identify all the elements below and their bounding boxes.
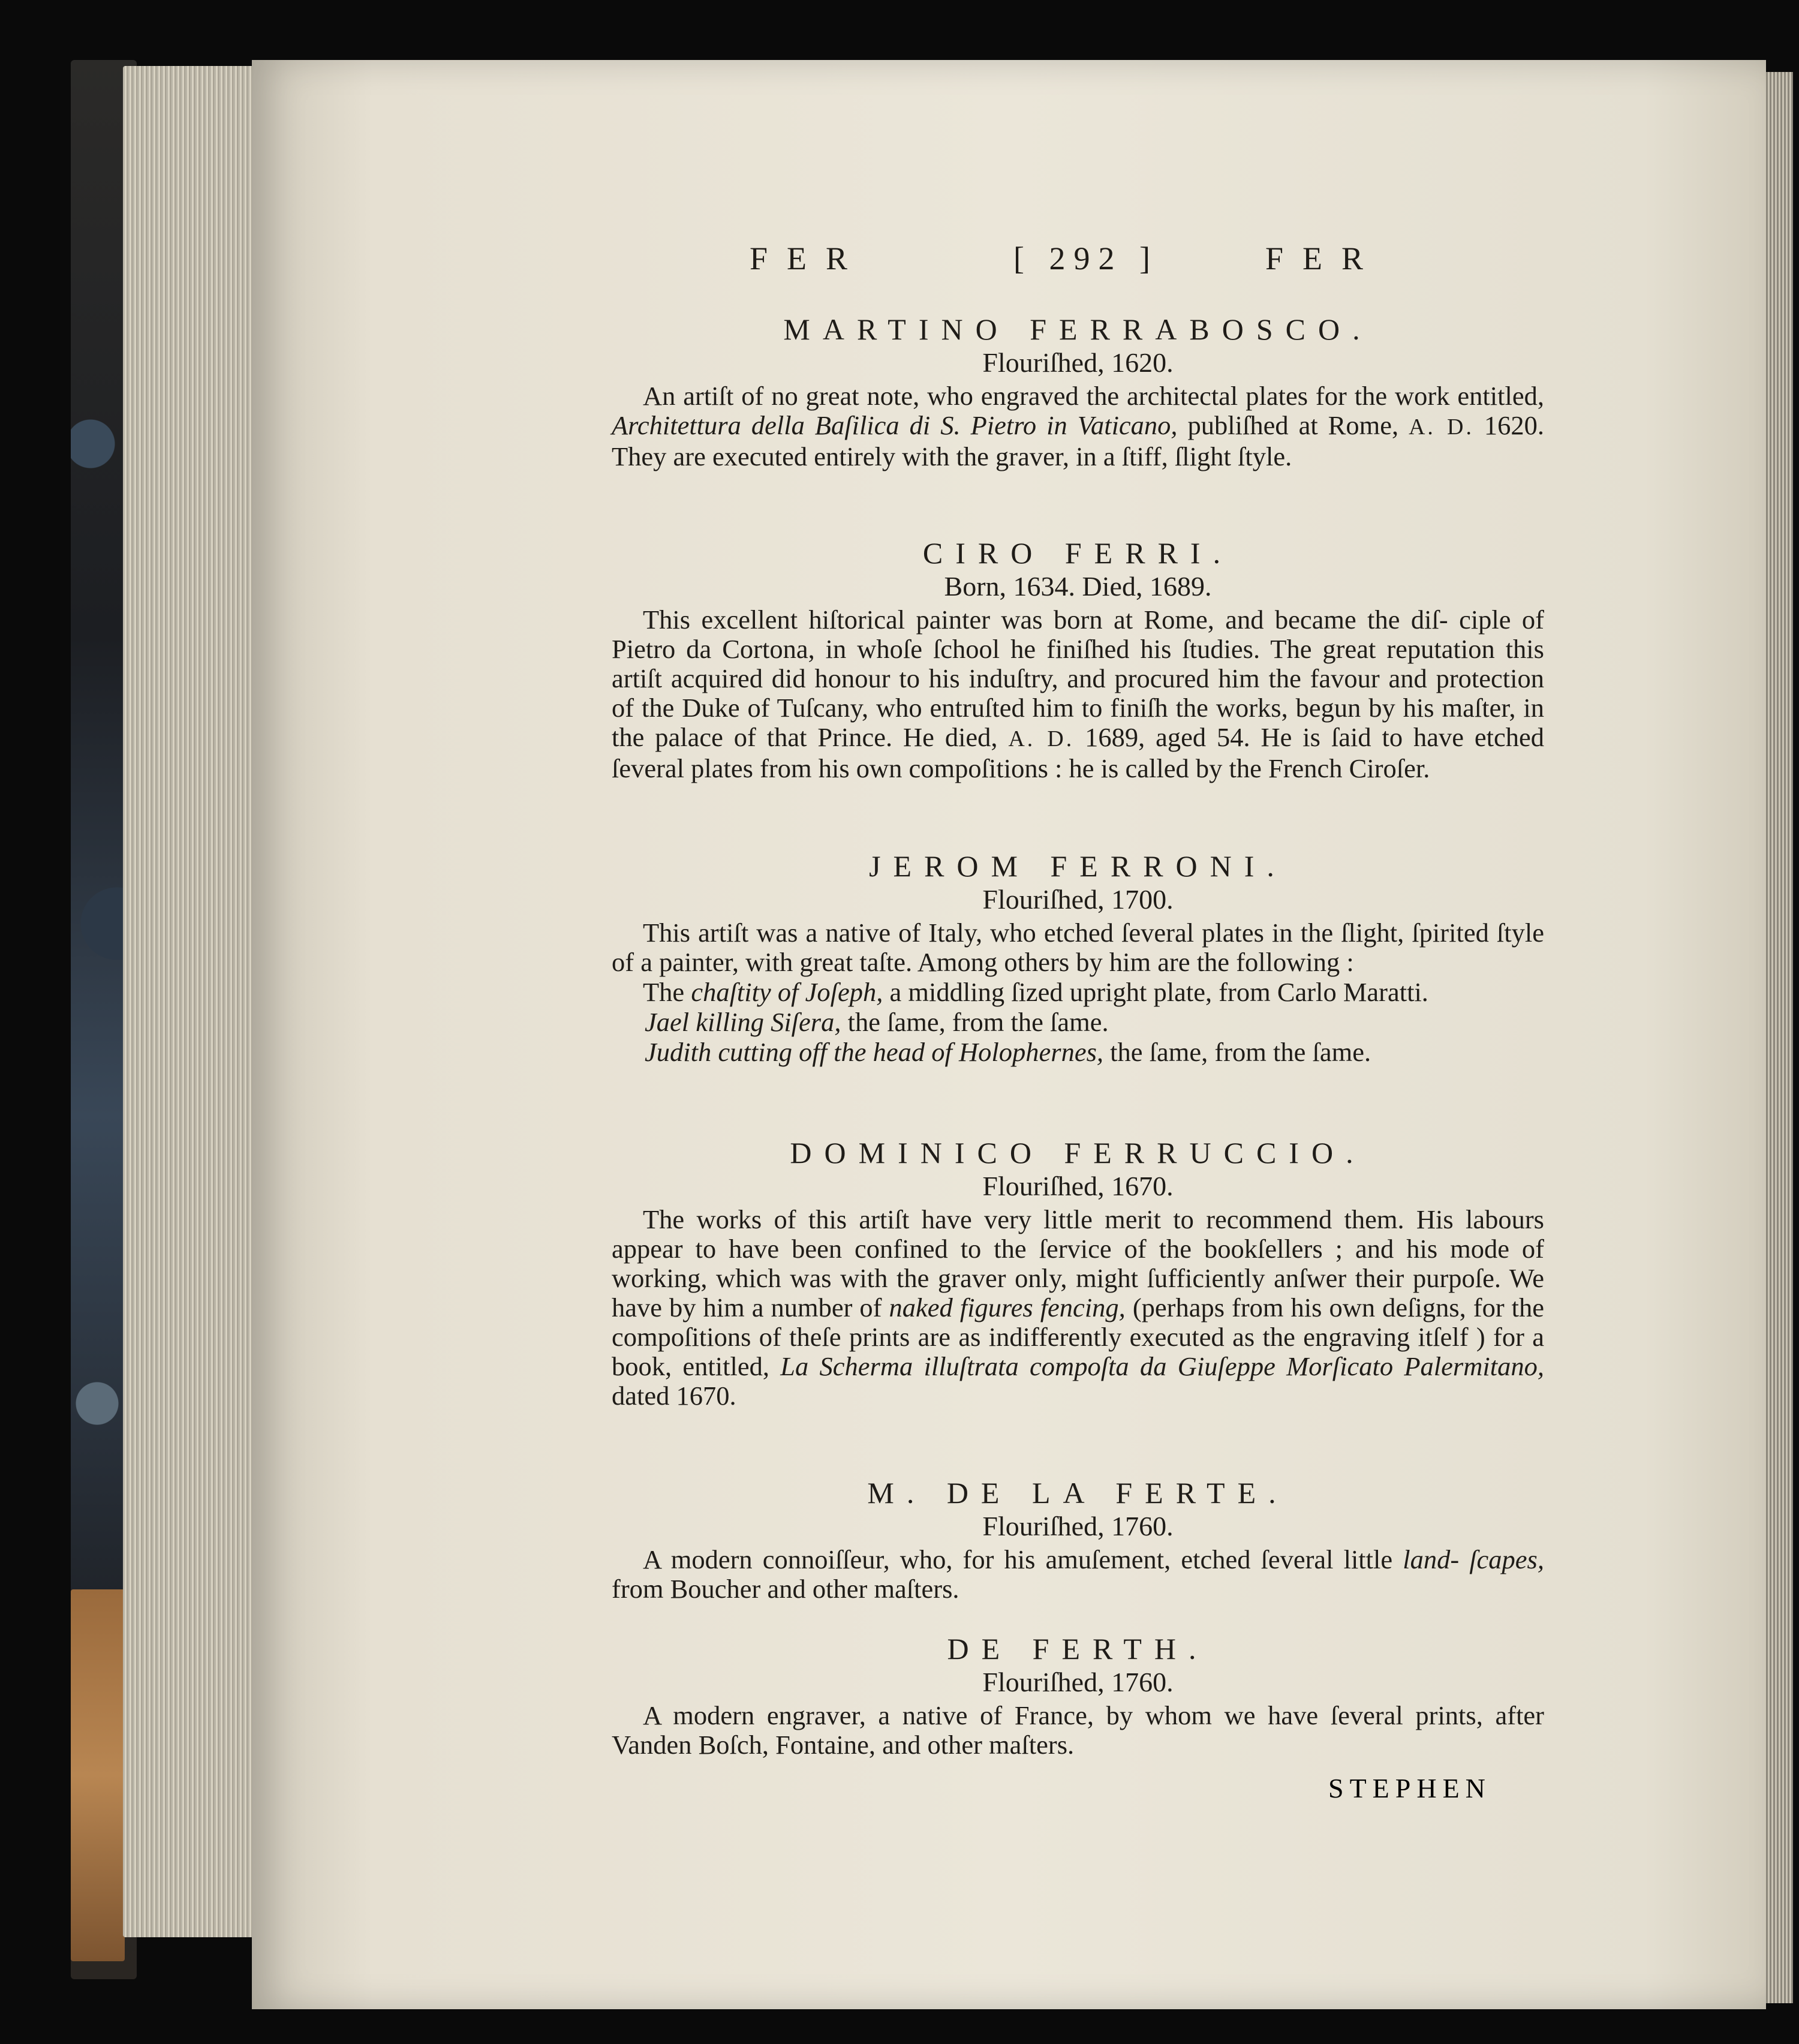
- running-head-right: FER: [1265, 241, 1383, 276]
- entry-name: JEROM FERRONI.: [869, 849, 1287, 883]
- page-edges-left: [123, 66, 261, 1937]
- book-cover-leather-corner: [71, 1589, 125, 1961]
- entry-la-ferte: [612, 1475, 1544, 1604]
- entry-body: A modern connoiſſeur, who, for his amuſement, etched ſeveral little land- ſcapes, from Boucher and other maſters.: [612, 1544, 1544, 1604]
- entry-body: An artiſt of no great note, who engraved the architectal plates for the work entitled, Architettura della Baſilica di S. Pietro in Vaticano, publiſhed at Rome, A. D. 1620. They are executed entirely with the graver, in a ſtiff, ſlight ſtyle.: [612, 381, 1544, 471]
- page-edges-right: [1766, 72, 1793, 2003]
- entry-dates: Born, 1634. Died, 1689.: [944, 571, 1212, 602]
- entry-ferth: [612, 1631, 1544, 1760]
- running-head: [750, 240, 1415, 282]
- page-number: [ 292 ]: [1013, 241, 1159, 276]
- entry-dates: Flouriſhed, 1620.: [982, 347, 1174, 378]
- work-item: Jael killing Siſera, the ſame, from the ſame.: [645, 1007, 1109, 1037]
- entry-body: This artiſt was a native of Italy, who etched ſeveral plates in the ſlight, ſpirited ſtyle of a painter, with great taſte. Among others by him are the following :: [612, 918, 1544, 977]
- entry-name: CIRO FERRI.: [922, 536, 1234, 570]
- entry-name: DE FERTH.: [947, 1632, 1209, 1666]
- entry-dates: Flouriſhed, 1760.: [982, 1511, 1174, 1541]
- entry-name: M. DE LA FERTE.: [867, 1476, 1289, 1510]
- entry-dates: Flouriſhed, 1670.: [982, 1171, 1174, 1201]
- entry-body: This excellent hiſtorical painter was born at Rome, and became the diſ- ciple of Pietro da Cortona, in whoſe ſchool he finiſhed his ſtudies. The great reputation this artiſt acquired did honour to his induſtry, and procured him the favour and protection of the Duke of Tuſcany, who entruſted him to finiſh the works, begun by his maſter, in the palace of that Prince. He died, A. D. 1689, aged 54. He is ſaid to have etched ſeveral plates from his own compoſitions : he is called by the French Ciroſer.: [612, 605, 1545, 783]
- catchword: STEPHEN: [1328, 1773, 1491, 1803]
- entry-ferri: [612, 536, 1544, 783]
- entry-ferruccio: [612, 1135, 1544, 1411]
- running-head-left: FER: [750, 241, 867, 276]
- entry-name: MARTINO FERRABOSCO.: [783, 312, 1373, 346]
- entry-body: The works of this artiſt have very little merit to recommend them. His labours appear to have been confined to the ſervice of the bookſellers ; and his mode of working, which was with the graver only, might ſufficiently anſwer their purpoſe. We have by him a number of naked figures fencing, (perhaps from his own deſigns, for the compoſitions of theſe prints are as indifferently executed as the engraving itſelf ) for a book, entitled, La Scherma illuſtrata compoſta da Giuſeppe Morſicato Palermitano, dated 1670.: [612, 1204, 1545, 1411]
- entry-body: A modern engraver, a native of France, by whom we have ſeveral prints, after Vanden Boſch, Fontaine, and other maſters.: [612, 1700, 1545, 1760]
- entry-ferroni: [612, 849, 1544, 1067]
- work-item: The chaſtity of Joſeph, a middling ſized upright plate, from Carlo Maratti.: [643, 977, 1428, 1007]
- entry-ferrabosco: [612, 312, 1544, 471]
- entry-name: DOMINICO FERRUCCIO.: [790, 1136, 1366, 1170]
- work-item: Judith cutting off the head of Holophernes, the ſame, from the ſame.: [645, 1037, 1371, 1067]
- entry-dates: Flouriſhed, 1760.: [982, 1667, 1174, 1697]
- entry-dates: Flouriſhed, 1700.: [982, 884, 1174, 915]
